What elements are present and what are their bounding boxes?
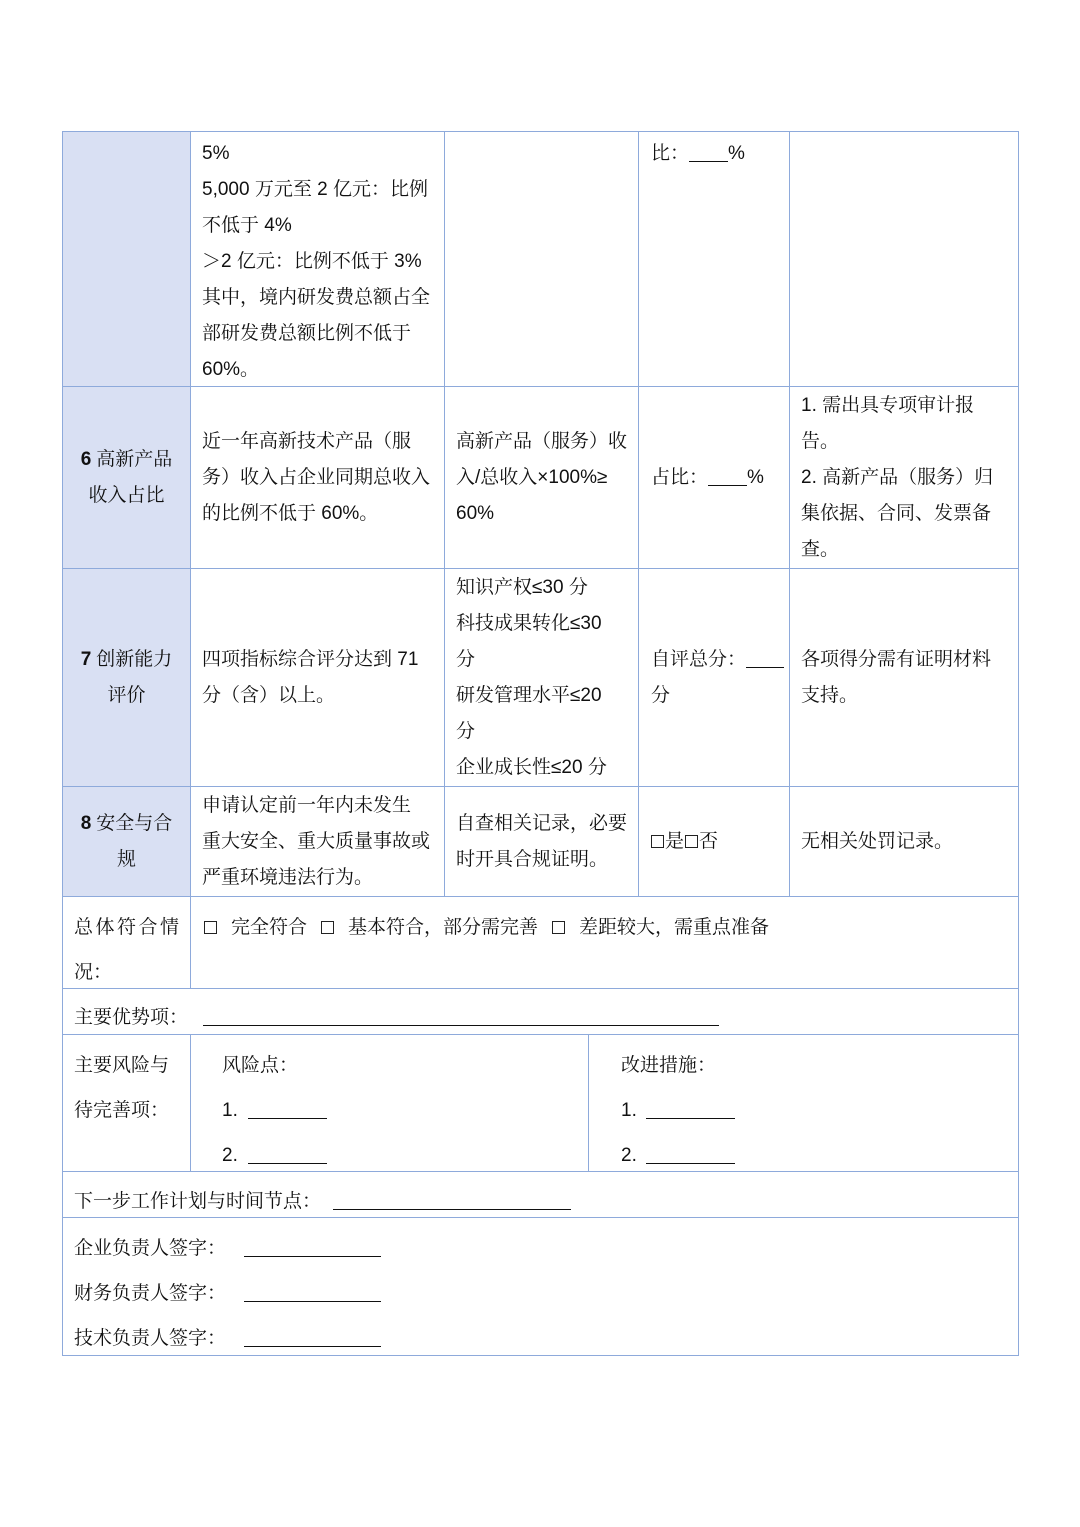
requirement-cell [191,787,445,896]
item-title: 创新能力 [96,648,173,670]
requirement-line: 务）收入占企业同期总收入 [202,466,431,488]
self-eval-blank[interactable] [746,648,784,668]
no-label: 否 [699,830,719,852]
formula-line: 科技成果转化≤30 [456,612,602,634]
signature-blank[interactable] [244,1327,381,1347]
self-eval-blank[interactable] [689,142,728,162]
signatures-cell [63,1218,1018,1355]
formula-cell [445,132,639,386]
formula-line: 时开具合规证明。 [456,848,609,870]
self-eval-cell [639,387,790,568]
measure-item-number: 2. [621,1145,637,1166]
advantages-blank[interactable] [203,1006,719,1026]
requirement-line: 分（含）以上。 [202,684,336,706]
item-title-line [74,642,179,678]
self-eval-cell [639,569,790,786]
table-row-innovation [63,569,1018,787]
option-basic[interactable] [319,917,550,938]
requirement-line: 5% [202,143,230,164]
item-title: 高新产品 [96,448,173,470]
note-line: 无相关处罚记录。 [801,830,954,852]
self-eval-line [651,136,778,172]
option-label: 基本符合，部分需完善 [348,917,539,938]
table-row-next-plan [63,1172,1018,1218]
requirement-line: 重大安全、重大质量事故或 [202,830,431,852]
self-eval-label: 占比： [651,466,709,488]
measure-item-blank[interactable] [646,1099,735,1119]
overall-label-line: 况： [74,962,113,983]
requirement-line: 60%。 [202,359,260,380]
next-plan-label: 下一步工作计划与时间节点： [74,1191,322,1212]
overall-options [202,905,1007,950]
signature-label: 财务负责人签字： [74,1283,227,1304]
requirement-line: 四项指标综合评分达到 71 [202,648,419,670]
measure-item-blank[interactable] [646,1144,735,1164]
formula-line: 自查相关记录，必要 [456,812,628,834]
requirement-line: ＞2 亿元：比例不低于 3% [202,251,422,272]
checkbox[interactable] [552,921,565,934]
self-eval-cell [639,787,790,896]
formula-line: 分 [456,648,476,670]
item-number: 8 [80,812,92,834]
self-eval-line [651,642,778,678]
advantages-label: 主要优势项： [74,1007,189,1028]
item-title-line [74,442,179,478]
formula-line: 企业成长性≤20 分 [456,756,607,778]
measures-header: 改进措施： [621,1055,717,1076]
item-title: 安全与合 [96,812,173,834]
self-eval-unit: % [728,143,745,164]
formula-line: 高新产品（服务）收 [456,430,628,452]
item-title-line: 收入占比 [88,484,165,506]
option-full[interactable] [202,917,319,938]
signature-line [74,1226,1007,1271]
requirement-line: 的比例不低于 60%。 [202,502,379,524]
requirement-cell [191,387,445,568]
checkbox[interactable] [321,921,334,934]
formula-line: 知识产权≤30 分 [456,576,588,598]
self-eval-label: 比： [651,143,690,164]
item-title-line [74,806,179,842]
self-eval-blank[interactable] [708,466,747,486]
notes-cell [790,569,1018,786]
checkbox[interactable] [204,921,217,934]
next-plan-blank[interactable] [333,1190,571,1210]
item-number: 6 [80,448,92,470]
requirement-line: 申请认定前一年内未发生 [202,794,412,816]
measure-item [621,1088,1007,1133]
advantages-cell [63,989,1018,1034]
formula-line: 研发管理水平≤20 [456,684,602,706]
note-line: 告。 [801,430,840,452]
requirement-line: 严重环境违法行为。 [202,866,374,888]
table-row-advantages [63,989,1018,1035]
note-line: 集依据、合同、发票备 [801,502,992,524]
measures-cell [589,1035,1018,1171]
self-eval-line [651,460,778,496]
table-row-overall [63,897,1018,989]
item-label-cell [63,787,191,896]
formula-line: 分 [456,720,476,742]
formula-cell [445,787,639,896]
requirement-line: 其中，境内研发费总额占全 [202,287,431,308]
self-eval-unit: 分 [651,684,671,706]
signature-line [74,1316,1007,1361]
risks-label-line: 待完善项： [74,1100,170,1121]
option-label: 差距较大，需重点准备 [579,917,770,938]
note-line: 支持。 [801,684,859,706]
self-eval-cell [639,132,790,386]
table-row-high-tech-income [63,387,1018,569]
overall-label-line: 总体符合情 [74,917,179,938]
requirement-line: 部研发费总额比例不低于 [202,323,412,344]
item-label-cell [63,132,191,386]
yes-label: 是 [665,830,685,852]
requirement-line: 近一年高新技术产品（服 [202,430,412,452]
option-label: 完全符合 [231,917,308,938]
risk-item-blank[interactable] [248,1099,327,1119]
risk-item-number: 2. [222,1145,238,1166]
option-gap[interactable] [550,917,781,938]
table-row-signatures [63,1218,1018,1355]
self-eval-label: 自评总分： [651,648,747,670]
table-row-compliance [63,787,1018,897]
notes-cell [790,387,1018,568]
signature-line [74,1271,1007,1316]
risks-label-line: 主要风险与 [74,1055,170,1076]
item-title-line: 规 [116,848,136,870]
note-line: 2. 高新产品（服务）归 [801,466,994,488]
requirement-cell [191,569,445,786]
table-row-rd-expense [63,132,1018,387]
risk-header: 风险点： [222,1055,299,1076]
formula-line: 60% [456,502,495,524]
item-label-cell [63,387,191,568]
overall-options-cell [191,897,1018,988]
requirement-cell [191,132,445,386]
item-label-cell [63,569,191,786]
note-line: 各项得分需有证明材料 [801,648,992,670]
item-title-line: 评价 [107,684,146,706]
requirement-line: 不低于 4% [202,215,292,236]
measure-item-number: 1. [621,1100,637,1121]
formula-line: 入/总收入×100%≥ [456,466,608,488]
note-line: 1. 需出具专项审计报 [801,394,975,416]
table-row-risks [63,1035,1018,1172]
risk-item [222,1088,577,1133]
notes-cell [790,787,1018,896]
assessment-table [62,131,1019,1356]
item-number: 7 [80,648,92,670]
signature-label: 技术负责人签字： [74,1328,227,1349]
signature-blank[interactable] [244,1282,381,1302]
signature-label: 企业负责人签字： [74,1238,227,1259]
risks-label-cell [63,1035,191,1171]
signature-blank[interactable] [244,1237,381,1257]
notes-cell [790,132,1018,386]
formula-cell [445,387,639,568]
yes-no-choice [651,824,778,860]
risk-item-blank[interactable] [248,1144,327,1164]
overall-label-cell [63,897,191,988]
formula-cell [445,569,639,786]
next-plan-cell [63,1172,1018,1217]
self-eval-unit: % [747,466,764,488]
note-line: 查。 [801,538,840,560]
risk-points-cell [191,1035,589,1171]
risk-item-number: 1. [222,1100,238,1121]
yes-checkbox[interactable] [651,835,664,848]
no-checkbox[interactable] [685,835,698,848]
requirement-line: 5,000 万元至 2 亿元：比例 [202,179,428,200]
